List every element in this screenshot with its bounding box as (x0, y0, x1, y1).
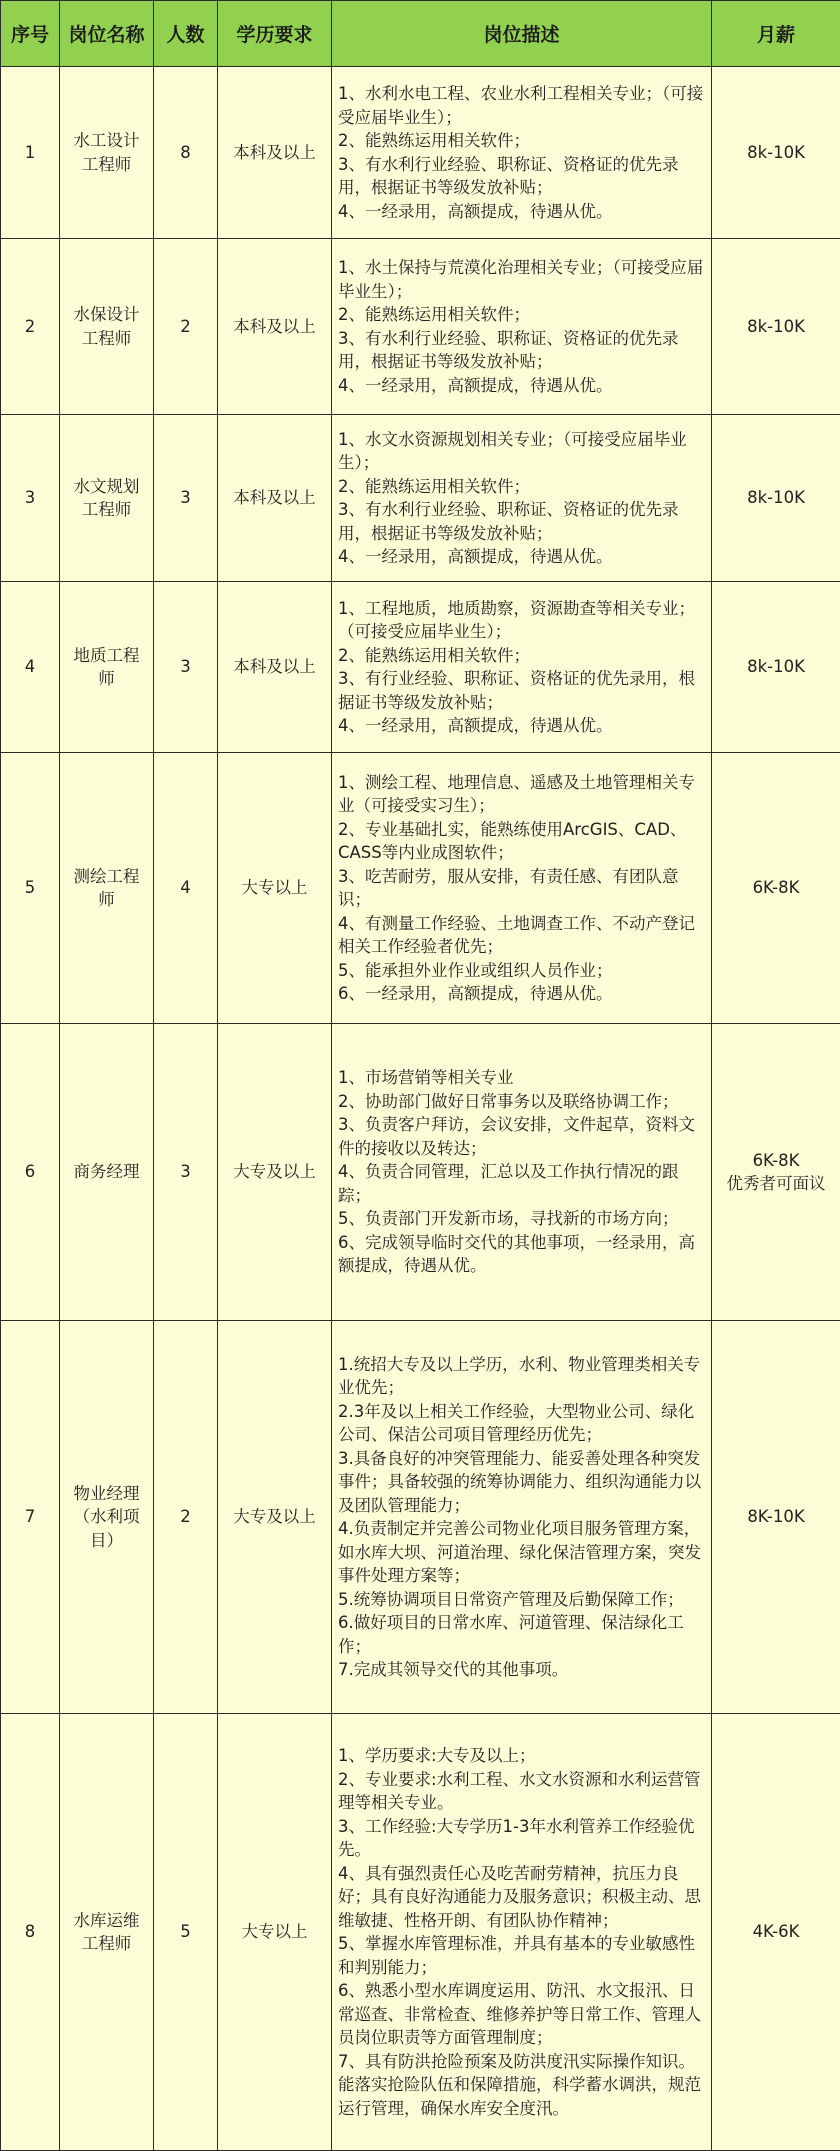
header-description: 岗位描述 (332, 1, 712, 67)
job-description (332, 415, 712, 582)
description-line: 6.做好项目的日常水库、河道管理、保洁绿化工作； (338, 1611, 707, 1658)
education-requirement: 本科及以上 (218, 415, 332, 582)
description-line: 1、学历要求:大专及以上； (338, 1744, 707, 1768)
job-title: 地质工程师 (60, 582, 154, 753)
salary-line: 6K-8K (712, 876, 840, 900)
monthly-salary (712, 582, 840, 753)
monthly-salary (712, 753, 840, 1024)
description-line: 7、具有防洪抢险预案及防洪度汛实际操作知识。能落实抢险队伍和保障措施，科学蓄水调洪，规范运行管理，确保水库安全度汛。 (338, 2050, 707, 2121)
description-line: 1、工程地质，地质勘察，资源勘查等相关专业；（可接受应届毕业生）； (338, 597, 707, 644)
description-line: 2、能熟练运用相关软件； (338, 644, 707, 668)
salary-line: 8K-10K (712, 1505, 840, 1529)
description-line: 3、吃苦耐劳，服从安排，有责任感、有团队意识； (338, 865, 707, 912)
table-body (1, 67, 840, 2151)
table-row (1, 415, 840, 582)
salary-line: 8k-10K (712, 486, 840, 510)
description-line: 3.具备良好的冲突管理能力、能妥善处理各种突发事件；具备较强的统筹协调能力、组织沟通能力以及团队管理能力； (338, 1447, 707, 1518)
header-index: 序号 (1, 1, 60, 67)
description-line: 2、专业要求:水利工程、水文水资源和水利运营管理等相关专业。 (338, 1768, 707, 1815)
description-line: 1、市场营销等相关专业 (338, 1066, 707, 1090)
education-requirement: 本科及以上 (218, 67, 332, 239)
job-title: 水保设计工程师 (60, 239, 154, 415)
row-index: 5 (1, 753, 60, 1024)
salary-line: 8k-10K (712, 141, 840, 165)
education-requirement: 大专及以上 (218, 1321, 332, 1714)
description-line: 1、水土保持与荒漠化治理相关专业；（可接受应届毕业生）； (338, 256, 707, 303)
description-line: 3、有水利行业经验、职称证、资格证的优先录用，根据证书等级发放补贴； (338, 327, 707, 374)
description-line: 6、一经录用，高额提成，待遇从优。 (338, 982, 707, 1006)
description-line: 1、测绘工程、地理信息、遥感及土地管理相关专业（可接受实习生）； (338, 771, 707, 818)
education-requirement: 大专以上 (218, 753, 332, 1024)
job-description (332, 1714, 712, 2151)
headcount: 3 (154, 415, 218, 582)
header-salary: 月薪 (712, 1, 840, 67)
description-line: 6、完成领导临时交代的其他事项，一经录用，高额提成，待遇从优。 (338, 1231, 707, 1278)
salary-line: 4K-6K (712, 1920, 840, 1944)
description-line: 3、有行业经验、职称证、资格证的优先录用，根据证书等级发放补贴； (338, 667, 707, 714)
job-description (332, 67, 712, 239)
monthly-salary (712, 415, 840, 582)
description-line: 1、水利水电工程、农业水利工程相关专业；（可接受应届毕业生）； (338, 82, 707, 129)
row-index: 3 (1, 415, 60, 582)
table-row (1, 239, 840, 415)
description-line: 5、负责部门开发新市场，寻找新的市场方向； (338, 1207, 707, 1231)
description-line: 5、掌握水库管理标准，并具有基本的专业敏感性和判别能力； (338, 1932, 707, 1979)
table-row (1, 582, 840, 753)
job-description (332, 753, 712, 1024)
description-line: 4、一经录用，高额提成，待遇从优。 (338, 374, 707, 398)
description-line: 1、水文水资源规划相关专业；（可接受应届毕业生）； (338, 428, 707, 475)
job-title: 水文规划工程师 (60, 415, 154, 582)
table-row (1, 67, 840, 239)
headcount: 3 (154, 1024, 218, 1321)
salary-line: 优秀者可面议 (712, 1172, 840, 1196)
description-line: 4、一经录用，高额提成，待遇从优。 (338, 545, 707, 569)
salary-line: 8k-10K (712, 655, 840, 679)
education-requirement: 大专以上 (218, 1714, 332, 2151)
job-description (332, 582, 712, 753)
job-description (332, 239, 712, 415)
headcount: 2 (154, 239, 218, 415)
table-row (1, 1714, 840, 2151)
header-count: 人数 (154, 1, 218, 67)
education-requirement: 本科及以上 (218, 239, 332, 415)
job-description (332, 1321, 712, 1714)
education-requirement: 本科及以上 (218, 582, 332, 753)
description-line: 4、有测量工作经验、土地调查工作、不动产登记相关工作经验者优先； (338, 912, 707, 959)
description-line: 6、熟悉小型水库调度运用、防汛、水文报汛、日常巡查、非常检查、维修养护等日常工作、管理人员岗位职责等方面管理制度； (338, 1979, 707, 2050)
monthly-salary (712, 1321, 840, 1714)
job-title: 物业经理（水利项目） (60, 1321, 154, 1714)
description-line: 4、一经录用，高额提成，待遇从优。 (338, 714, 707, 738)
salary-line: 6K-8K (712, 1149, 840, 1173)
header-title: 岗位名称 (60, 1, 154, 67)
description-line: 4.负责制定并完善公司物业化项目服务管理方案，如水库大坝、河道治理、绿化保洁管理方案，突发事件处理方案等； (338, 1517, 707, 1588)
row-index: 1 (1, 67, 60, 239)
table-row (1, 1321, 840, 1714)
monthly-salary (712, 1714, 840, 2151)
job-title: 测绘工程师 (60, 753, 154, 1024)
description-line: 2、能熟练运用相关软件； (338, 303, 707, 327)
description-line: 5.统筹协调项目日常资产管理及后勤保障工作； (338, 1588, 707, 1612)
description-line: 2、协助部门做好日常事务以及联络协调工作； (338, 1090, 707, 1114)
monthly-salary (712, 239, 840, 415)
table-row (1, 753, 840, 1024)
description-line: 3、负责客户拜访，会议安排，文件起草，资料文件的接收以及转达； (338, 1113, 707, 1160)
description-line: 3、有水利行业经验、职称证、资格证的优先录用，根据证书等级发放补贴； (338, 153, 707, 200)
headcount: 5 (154, 1714, 218, 2151)
row-index: 2 (1, 239, 60, 415)
description-line: 2、专业基础扎实，能熟练使用ArcGIS、CAD、CASS等内业成图软件； (338, 818, 707, 865)
description-line: 2、能熟练运用相关软件； (338, 475, 707, 499)
row-index: 4 (1, 582, 60, 753)
description-line: 4、一经录用，高额提成，待遇从优。 (338, 200, 707, 224)
job-title: 水库运维工程师 (60, 1714, 154, 2151)
description-line: 4、具有强烈责任心及吃苦耐劳精神，抗压力良好；具有良好沟通能力及服务意识；积极主动、思维敏捷、性格开朗、有团队协作精神； (338, 1862, 707, 1933)
description-line: 5、能承担外业作业或组织人员作业； (338, 959, 707, 983)
header-education: 学历要求 (218, 1, 332, 67)
salary-line: 8k-10K (712, 315, 840, 339)
education-requirement: 大专及以上 (218, 1024, 332, 1321)
row-index: 7 (1, 1321, 60, 1714)
job-description (332, 1024, 712, 1321)
headcount: 3 (154, 582, 218, 753)
job-title: 水工设计工程师 (60, 67, 154, 239)
description-line: 2.3年及以上相关工作经验，大型物业公司、绿化公司、保洁公司项目管理经历优先； (338, 1400, 707, 1447)
description-line: 4、负责合同管理，汇总以及工作执行情况的跟踪； (338, 1160, 707, 1207)
description-line: 3、有水利行业经验、职称证、资格证的优先录用，根据证书等级发放补贴； (338, 498, 707, 545)
description-line: 7.完成其领导交代的其他事项。 (338, 1658, 707, 1682)
description-line: 3、工作经验:大专学历1-3年水利管养工作经验优先。 (338, 1815, 707, 1862)
table-header-row (1, 1, 840, 67)
headcount: 2 (154, 1321, 218, 1714)
row-index: 8 (1, 1714, 60, 2151)
job-title: 商务经理 (60, 1024, 154, 1321)
row-index: 6 (1, 1024, 60, 1321)
monthly-salary (712, 67, 840, 239)
headcount: 8 (154, 67, 218, 239)
monthly-salary (712, 1024, 840, 1321)
table-row (1, 1024, 840, 1321)
headcount: 4 (154, 753, 218, 1024)
description-line: 1.统招大专及以上学历，水利、物业管理类相关专业优先； (338, 1353, 707, 1400)
description-line: 2、能熟练运用相关软件； (338, 129, 707, 153)
